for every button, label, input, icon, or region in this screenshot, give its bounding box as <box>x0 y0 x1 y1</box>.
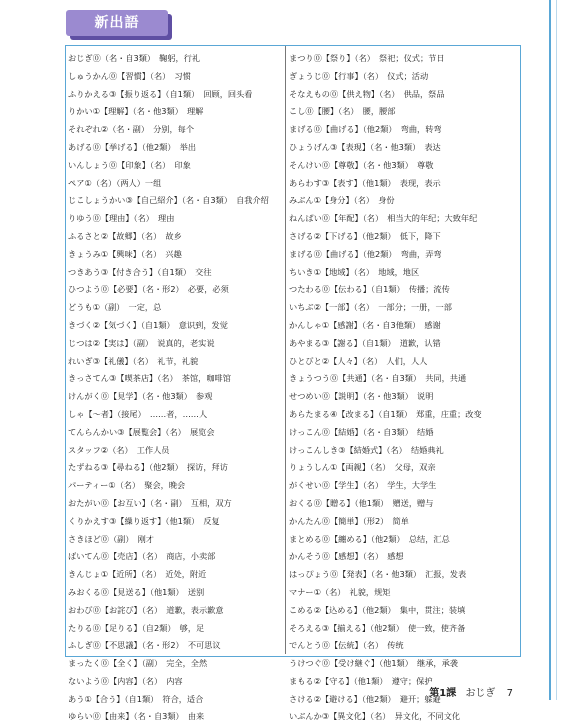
vocabulary-entry: ペア①（名）（两人）一组 <box>68 177 162 188</box>
vocabulary-entry: しゃ【～者】（接尾） ……者，……人 <box>68 408 208 419</box>
vocabulary-entry: さきほど⓪（副） 刚才 <box>68 533 154 544</box>
vocabulary-entry: まもる②【守る】（他1類） 遵守；保护 <box>289 675 433 686</box>
page-number: 7 <box>506 688 513 699</box>
vocabulary-entry: そんけい⓪【尊敬】（名・他3類） 尊敬 <box>289 159 434 170</box>
vocabulary-entry: れいぎ③【礼儀】（名） 礼节，礼貌 <box>68 355 199 366</box>
vocabulary-entry: まとめる⓪【纏める】（他2類） 总结，汇总 <box>289 533 450 544</box>
vocabulary-entry: じつは②【実は】（副） 说真的，老实说 <box>68 337 215 348</box>
vocabulary-column-left <box>68 50 283 726</box>
vocabulary-entry: けっこん⓪【結婚】（名・自3類） 结婚 <box>289 426 434 437</box>
vocabulary-entry: きょうみ①【興味】（名） 兴趣 <box>68 248 182 259</box>
vocabulary-entry: ひつよう⓪【必要】（名・形2） 必要，必须 <box>68 284 229 295</box>
vocabulary-entry: いぶんか③【異文化】（名） 异文化，不同文化 <box>289 711 461 722</box>
vocabulary-entry: ひとびと②【人々】（名） 人们，人人 <box>289 355 428 366</box>
vocabulary-entry: りゆう⓪【理由】（名） 理由 <box>68 213 175 224</box>
vocabulary-entry: あやまる③【謝る】（自1類） 道歉，认错 <box>289 337 441 348</box>
vocabulary-entry: おじぎ⓪（名・自3類） 鞠躬，行礼 <box>68 53 201 63</box>
section-title: 新出語 <box>94 15 140 31</box>
vocabulary-entry: かんそう⓪【感想】（名） 感想 <box>289 551 404 562</box>
vocabulary-entry: あらたまる④【改まる】（自1類） 郑重，庄重；改变 <box>289 408 482 419</box>
page-edge-line-outer <box>556 0 557 700</box>
vocabulary-entry: ないよう⓪【内容】（名） 内容 <box>68 675 183 686</box>
vocabulary-entry: きんじょ①【近所】（名） 近处，附近 <box>68 569 207 580</box>
vocabulary-entry: さける②【避ける】（他2類） 避开；躲避 <box>289 693 441 704</box>
vocabulary-entry: そなえもの⓪【供え物】（名） 供品，祭品 <box>289 88 445 99</box>
vocabulary-entry: こめる②【込める】（他2類） 集中，贯注；装填 <box>289 604 466 615</box>
footer-topic: おじぎ <box>465 688 496 699</box>
vocabulary-entry: けんがく⓪【見学】（名・他3類） 参观 <box>68 391 213 402</box>
vocabulary-entry: しゅうかん⓪【習慣】（名） 习惯 <box>68 70 191 81</box>
vocabulary-entry: こし⓪【腰】（名） 腰，腰部 <box>289 106 396 117</box>
vocabulary-entry: ふしぎ⓪【不思議】（名・形2） 不可思议 <box>68 640 221 651</box>
vocabulary-entry: まったく⓪【全く】（副） 完全，全然 <box>68 658 208 669</box>
vocabulary-entry: せつめい⓪【説明】（名・他3類） 说明 <box>289 391 434 402</box>
vocabulary-entry: そろえる③【揃える】（他2類） 使一致，使齐备 <box>289 622 466 633</box>
vocabulary-entry: まつり⓪【祭り】（名） 祭祀；仪式；节日 <box>289 53 445 63</box>
vocabulary-entry: ねんぱい⓪【年配】（名） 相当大的年纪；大致年纪 <box>289 213 478 224</box>
column-divider <box>285 46 286 654</box>
vocabulary-entry: どうも①（副） 一定，总 <box>68 302 162 313</box>
vocabulary-entry: みおくる⓪【見送る】（他1類） 送别 <box>68 586 205 597</box>
vocabulary-entry: たずねる③【尋ねる】（他2類） 探访，拜访 <box>68 462 228 473</box>
vocabulary-entry: つたわる⓪【伝わる】（自1類） 传播；流传 <box>289 284 450 295</box>
vocabulary-entry: みぶん①【身分】（名） 身份 <box>289 195 395 206</box>
section-title-badge <box>66 10 168 36</box>
vocabulary-entry: きづく②【気づく】（自1類） 意识到，发觉 <box>68 319 228 330</box>
vocabulary-entry: がくせい⓪【学生】（名） 学生，大学生 <box>289 480 437 491</box>
vocabulary-column-right <box>289 50 504 726</box>
footer-lesson: 第1課 <box>429 688 457 699</box>
vocabulary-entry: おわび⓪【お詫び】（名） 道歉，表示歉意 <box>68 604 224 615</box>
vocabulary-entry: きっさてん③【喫茶店】（名） 茶馆，咖啡馆 <box>68 373 231 384</box>
vocabulary-entry: ふりかえる③【振り返る】（自1類） 回顾，回头看 <box>68 88 253 99</box>
vocabulary-entry: りょうしん①【両親】（名） 父母，双亲 <box>289 462 436 473</box>
vocabulary-entry: まげる⓪【曲げる】（他2類） 弯曲，转弯 <box>289 124 442 135</box>
vocabulary-entry: パーティー①（名） 聚会，晚会 <box>68 480 186 491</box>
vocabulary-entry: まげる⓪【曲げる】（他2類） 弯曲，弄弯 <box>289 248 442 259</box>
vocabulary-entry: たりる⓪【足りる】（自2類） 够，足 <box>68 622 205 633</box>
vocabulary-entry: かんたん⓪【簡単】（形2） 简单 <box>289 515 409 526</box>
vocabulary-entry: くりかえす③【繰り返す】（他1類） 反复 <box>68 515 220 526</box>
vocabulary-entry: それぞれ②（名・副） 分别，每个 <box>68 124 195 135</box>
vocabulary-entry: はっぴょう⓪【発表】（名・他3類） 汇报，发表 <box>289 569 467 580</box>
vocabulary-entry: かんしゃ①【感謝】（名・自3他類） 感谢 <box>289 319 441 330</box>
vocabulary-entry: ちいき①【地域】（名） 地域，地区 <box>289 266 420 277</box>
vocabulary-entry: つきあう③【付き合う】（自1類） 交往 <box>68 266 212 277</box>
vocabulary-entry: あう①【合う】（自1類） 符合，适合 <box>68 693 204 704</box>
vocabulary-entry: いちぶ②【一部】（名） 一部分；一册，一部 <box>289 302 452 313</box>
vocabulary-entry: きょうつう⓪【共通】（名・自3類） 共同，共通 <box>289 373 467 384</box>
vocabulary-entry: ふるさと②【故郷】（名） 故乡 <box>68 230 182 241</box>
vocabulary-entry: てんらんかい③【展覧会】（名） 展览会 <box>68 426 215 437</box>
page-footer <box>429 684 513 699</box>
vocabulary-entry: ぎょうじ⓪【行事】（名） 仪式；活动 <box>289 70 429 81</box>
vocabulary-entry: あげる⓪【挙げる】（他2類） 举出 <box>68 141 197 152</box>
vocabulary-entry: うけつぐ⓪【受け継ぐ】（他1類） 继承，承袭 <box>289 658 458 669</box>
vocabulary-entry: いんしょう⓪【印象】（名） 印象 <box>68 159 191 170</box>
vocabulary-entry: あらわす③【表す】（他1類） 表现，表示 <box>289 177 441 188</box>
vocabulary-entry: ゆらい⓪【由来】（名・自3類） 由来 <box>68 711 205 722</box>
vocabulary-entry: さげる②【下げる】（他2類） 低下，降下 <box>289 230 441 241</box>
vocabulary-entry: けっこんしき③【結婚式】（名） 结婚典礼 <box>289 444 444 455</box>
vocabulary-entry: でんとう⓪【伝統】（名） 传统 <box>289 640 404 651</box>
vocabulary-entry: おたがい⓪【お互い】（名・副） 互相，双方 <box>68 497 232 508</box>
vocabulary-entry: マナー①（名） 礼貌，规矩 <box>289 586 391 597</box>
page-edge-line <box>549 0 551 700</box>
vocabulary-entry: りかい①【理解】（名・他3類） 理解 <box>68 106 204 117</box>
vocabulary-entry: スタッフ②（名） 工作人员 <box>68 444 170 455</box>
vocabulary-entry: じこしょうかい③【自己紹介】（名・自3類） 自我介绍 <box>68 195 269 206</box>
vocabulary-entry: ひょうげん③【表現】（名・他3類） 表达 <box>289 141 441 152</box>
vocabulary-entry: ばいてん⓪【売店】（名） 商店，小卖部 <box>68 551 216 562</box>
vocabulary-entry: おくる⓪【贈る】（他1類） 赠送，赠与 <box>289 497 434 508</box>
